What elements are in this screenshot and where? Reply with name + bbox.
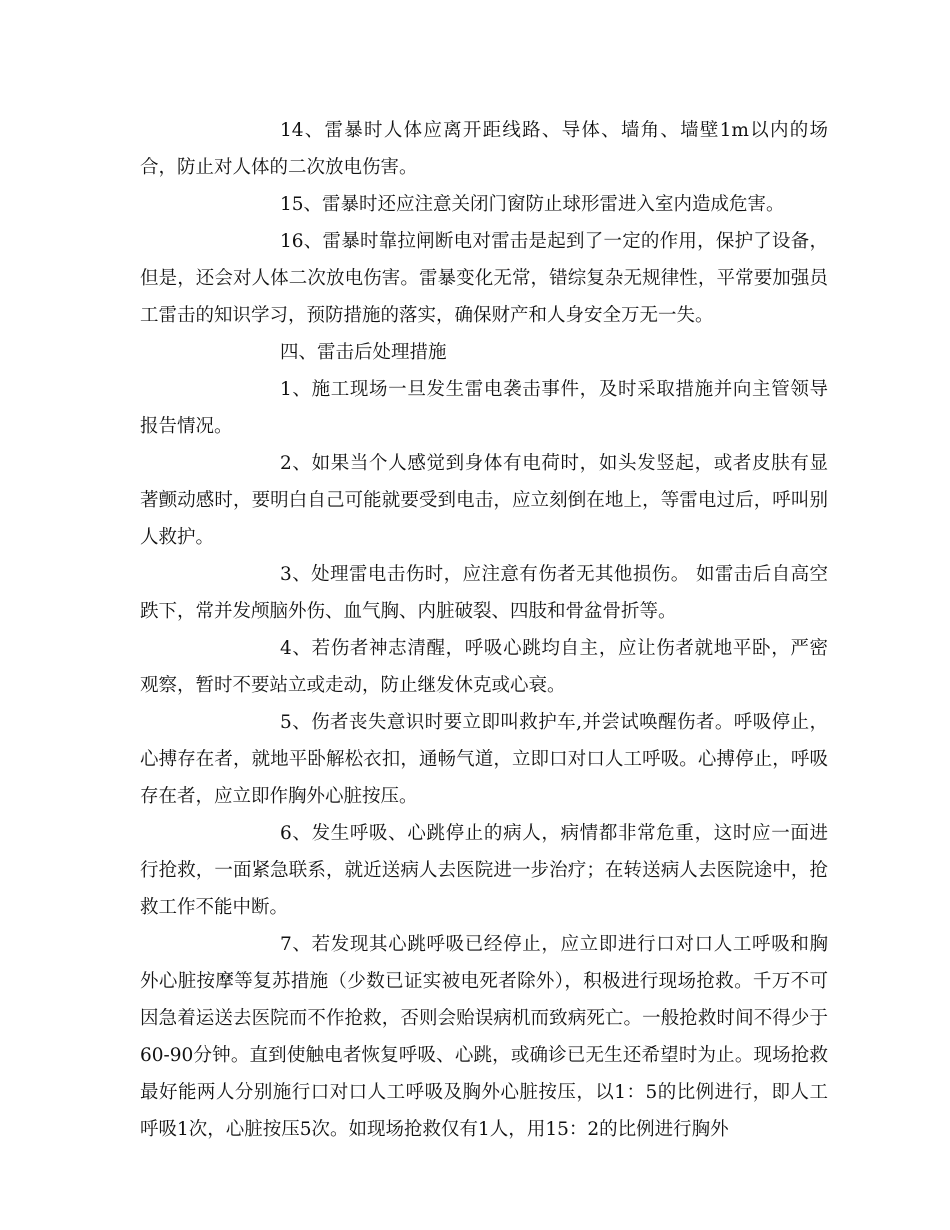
paragraph-item-16: 16、雷暴时靠拉闸断电对雷击是起到了一定的作用，保护了设备，但是，还会对人体二次放电伤害。雷暴变化无常，错综复杂无规律性，平常要加强员工雷击的知识学习，预防措施的落实，确保财产和人身安全万无一失。 [140, 231, 828, 326]
paragraph-item-15: 15、雷暴时还应注意关闭门窗防止球形雷进入室内造成危害。 [280, 194, 785, 215]
paragraph-step-1: 1、施工现场一旦发生雷电袭击事件，及时采取措施并向主管领导报告情况。 [140, 379, 828, 437]
paragraph-step-7: 7、若发现其心跳呼吸已经停止，应立即进行口对口人工呼吸和胸外心脏按摩等复苏措施（少数已证实被电死者除外），积极进行现场抢救。千万不可因急着运送去医院而不作抢救，否则会贻误病机而致病死亡。一般抢救时间不得少于60-90分钟。直到使触电者恢复呼吸、心跳，或确诊已无生还希望时为止。现场抢救最好能两人分别施行口对口人工呼吸及胸外心脏按压，以1：5的比例进行，即人工呼吸1次，心脏按压5次。如现场抢救仅有1人，用15：2的比例进行胸外 [140, 934, 828, 1140]
paragraph-step-3: 3、处理雷电击伤时，应注意有伤者无其他损伤。 如雷击后自高空跌下，常并发颅脑外伤、血气胸、内脏破裂、四肢和骨盆骨折等。 [140, 564, 828, 622]
paragraph-step-6: 6、发生呼吸、心跳停止的病人，病情都非常危重，这时应一面进行抢救，一面紧急联系，就近送病人去医院进一步治疗；在转送病人去医院途中，抢救工作不能中断。 [140, 823, 828, 918]
section-heading: 四、雷击后处理措施 [280, 342, 447, 363]
paragraph-item-14: 14、雷暴时人体应离开距线路、导体、墙角、墙壁1m以内的场合，防止对人体的二次放电伤害。 [140, 120, 828, 178]
paragraph-step-5: 5、伤者丧失意识时要立即叫救护车,并尝试唤醒伤者。呼吸停止，心搏存在者，就地平卧解松衣扣，通畅气道，立即口对口人工呼吸。心搏停止，呼吸存在者，应立即作胸外心脏按压。 [140, 712, 828, 807]
document-body [140, 112, 828, 1148]
paragraph-step-4: 4、若伤者神志清醒，呼吸心跳均自主，应让伤者就地平卧，严密观察，暂时不要站立或走动，防止继发休克或心衰。 [140, 638, 828, 696]
paragraph-step-2: 2、如果当个人感觉到身体有电荷时，如头发竖起，或者皮肤有显著颤动感时，要明白自己可能就要受到电击，应立刻倒在地上，等雷电过后，呼叫别人救护。 [140, 453, 828, 548]
